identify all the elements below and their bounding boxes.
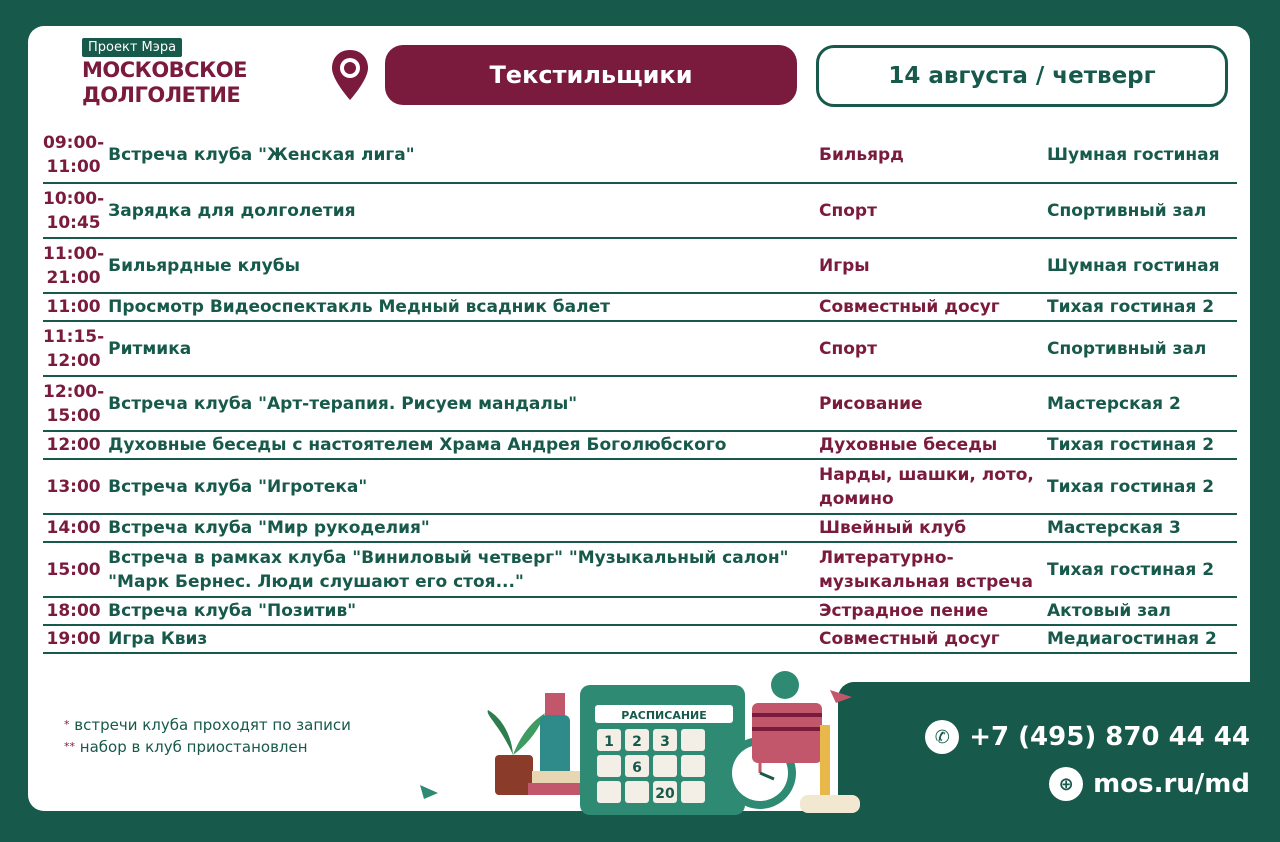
row-place: Спортивный зал: [1047, 338, 1207, 359]
logo-line-2: ДОЛГОЛЕТИЕ: [82, 83, 241, 107]
row-time: 12:00: [46, 435, 101, 455]
calendar-cell: [597, 755, 621, 777]
row-category: Игры: [819, 255, 870, 276]
phone-number: +7 (495) 870 44 44: [969, 722, 1250, 752]
row-place: Шумная гостиная: [1047, 145, 1220, 165]
calendar-digit: 3: [660, 734, 670, 750]
schedule-row: [43, 597, 1237, 625]
globe-icon: ⊕: [1049, 767, 1083, 801]
row-place: Тихая гостиная 2: [1047, 435, 1215, 455]
website-url: mos.ru/md: [1093, 769, 1250, 799]
row-title: Зарядка для долголетия: [108, 200, 356, 221]
row-category: Бильярд: [819, 145, 904, 165]
row-place: Актовый зал: [1047, 601, 1171, 621]
row-title: Ритмика: [108, 338, 192, 359]
books-icon: [528, 783, 588, 795]
row-title: Встреча клуба "Мир рукоделия": [108, 518, 430, 538]
row-category: Спорт: [819, 200, 877, 221]
schedule-row: [43, 238, 1237, 293]
row-time: 11:00- 21:00: [43, 243, 105, 288]
row-title: Встреча в рамках клуба "Виниловый четверг" "Музыкальный салон" "Марк Бернес. Люди слушают его стоя...": [108, 547, 789, 592]
row-time: 10:00- 10:45: [43, 188, 105, 233]
calendar-cell: [681, 781, 705, 803]
date-label: 14 августа / четверг: [816, 45, 1228, 107]
row-time: 18:00: [46, 601, 101, 621]
calendar-cell: [625, 781, 649, 803]
calendar-digit: 2: [632, 734, 642, 750]
row-title: Игра Квиз: [108, 629, 208, 649]
row-title: Бильярдные клубы: [108, 255, 300, 276]
schedule-row: [43, 459, 1237, 514]
calendar-digit: 1: [604, 734, 614, 750]
ball-icon: [771, 671, 799, 699]
calendar-cell: [653, 755, 677, 777]
footnote-2-text: набор в клуб приостановлен: [79, 738, 308, 756]
row-place: Тихая гостиная 2: [1047, 476, 1215, 497]
row-title: Встреча клуба "Арт-терапия. Рисуем мандалы": [108, 393, 578, 414]
district-name: Текстильщики: [385, 45, 797, 105]
footnote-2-mark: **: [64, 740, 75, 753]
schedule-row: [43, 128, 1237, 183]
row-title: Встреча клуба "Игротека": [108, 476, 368, 497]
calendar-cell: [681, 729, 705, 751]
row-category: Рисование: [819, 393, 923, 414]
row-place: Медиагостиная 2: [1047, 629, 1217, 649]
calendar-digit: 6: [632, 760, 642, 776]
schedule-row: [43, 625, 1237, 653]
row-time: 13:00: [46, 476, 101, 497]
row-category: Нарды, шашки, лото, домино: [819, 464, 1034, 509]
row-place: Мастерская 3: [1047, 518, 1181, 538]
row-time: 15:00: [46, 559, 101, 580]
phone-contact[interactable]: [925, 720, 1250, 754]
row-place: Тихая гостиная 2: [1047, 559, 1215, 580]
pencil-icon: [820, 725, 830, 795]
plant-pot-icon: [495, 755, 533, 795]
footnote-1: [64, 714, 351, 736]
footnote-1-text: встречи клуба проходят по записи: [74, 716, 351, 734]
calendar-illustration: [400, 655, 880, 820]
schedule-row: [43, 376, 1237, 431]
row-category: Совместный досуг: [819, 629, 1000, 649]
row-time: 09:00- 11:00: [43, 133, 105, 177]
logo-badge: Проект Мэра: [82, 38, 182, 57]
row-title: Встреча клуба "Женская лига": [108, 145, 415, 165]
calendar-cell: [681, 755, 705, 777]
logo-line-1: МОСКОВСКОЕ: [82, 58, 247, 82]
row-category: Эстрадное пение: [819, 601, 989, 621]
location-pin-icon: [330, 48, 370, 102]
row-place: Мастерская 2: [1047, 393, 1181, 414]
footnotes: [64, 714, 351, 758]
schedule-row: [43, 183, 1237, 238]
row-time: 19:00: [46, 629, 101, 649]
footnote-1-mark: *: [64, 718, 70, 731]
row-time: 11:15- 12:00: [43, 326, 105, 371]
spool-icon: [752, 703, 822, 763]
footer-band: [838, 682, 1280, 842]
row-title: Встреча клуба "Позитив": [108, 601, 357, 621]
row-time: 11:00: [46, 297, 101, 317]
row-place: Спортивный зал: [1047, 200, 1207, 221]
phone-icon: ✆: [925, 720, 959, 754]
schedule-row: [43, 321, 1237, 376]
row-time: 12:00- 15:00: [43, 381, 105, 426]
row-category: Швейный клуб: [819, 518, 967, 538]
schedule-row: [43, 293, 1237, 321]
row-category: Совместный досуг: [819, 297, 1000, 317]
row-title: Духовные беседы с настоятелем Храма Андрея Боголюбского: [108, 435, 727, 455]
calendar-digit: 20: [655, 786, 675, 802]
logo: [82, 36, 247, 107]
footnote-2: [64, 736, 351, 758]
leaf-icon: [488, 710, 513, 755]
schedule-row: [43, 542, 1237, 597]
website-contact[interactable]: [1049, 767, 1250, 801]
paper-plane-icon: [830, 690, 852, 703]
row-place: Тихая гостиная 2: [1047, 297, 1215, 317]
schedule-table: [43, 128, 1237, 654]
schedule-row: [43, 514, 1237, 542]
calendar-cell: [597, 781, 621, 803]
row-category: Литературно-музыкальная встреча: [819, 547, 1034, 592]
schedule-row: [43, 431, 1237, 459]
row-place: Шумная гостиная: [1047, 255, 1220, 276]
row-category: Спорт: [819, 338, 877, 359]
row-time: 14:00: [46, 518, 101, 538]
row-title: Просмотр Видеоспектакль Медный всадник балет: [108, 297, 610, 317]
calendar-label: РАСПИСАНИЕ: [621, 709, 707, 722]
row-category: Духовные беседы: [819, 435, 998, 455]
